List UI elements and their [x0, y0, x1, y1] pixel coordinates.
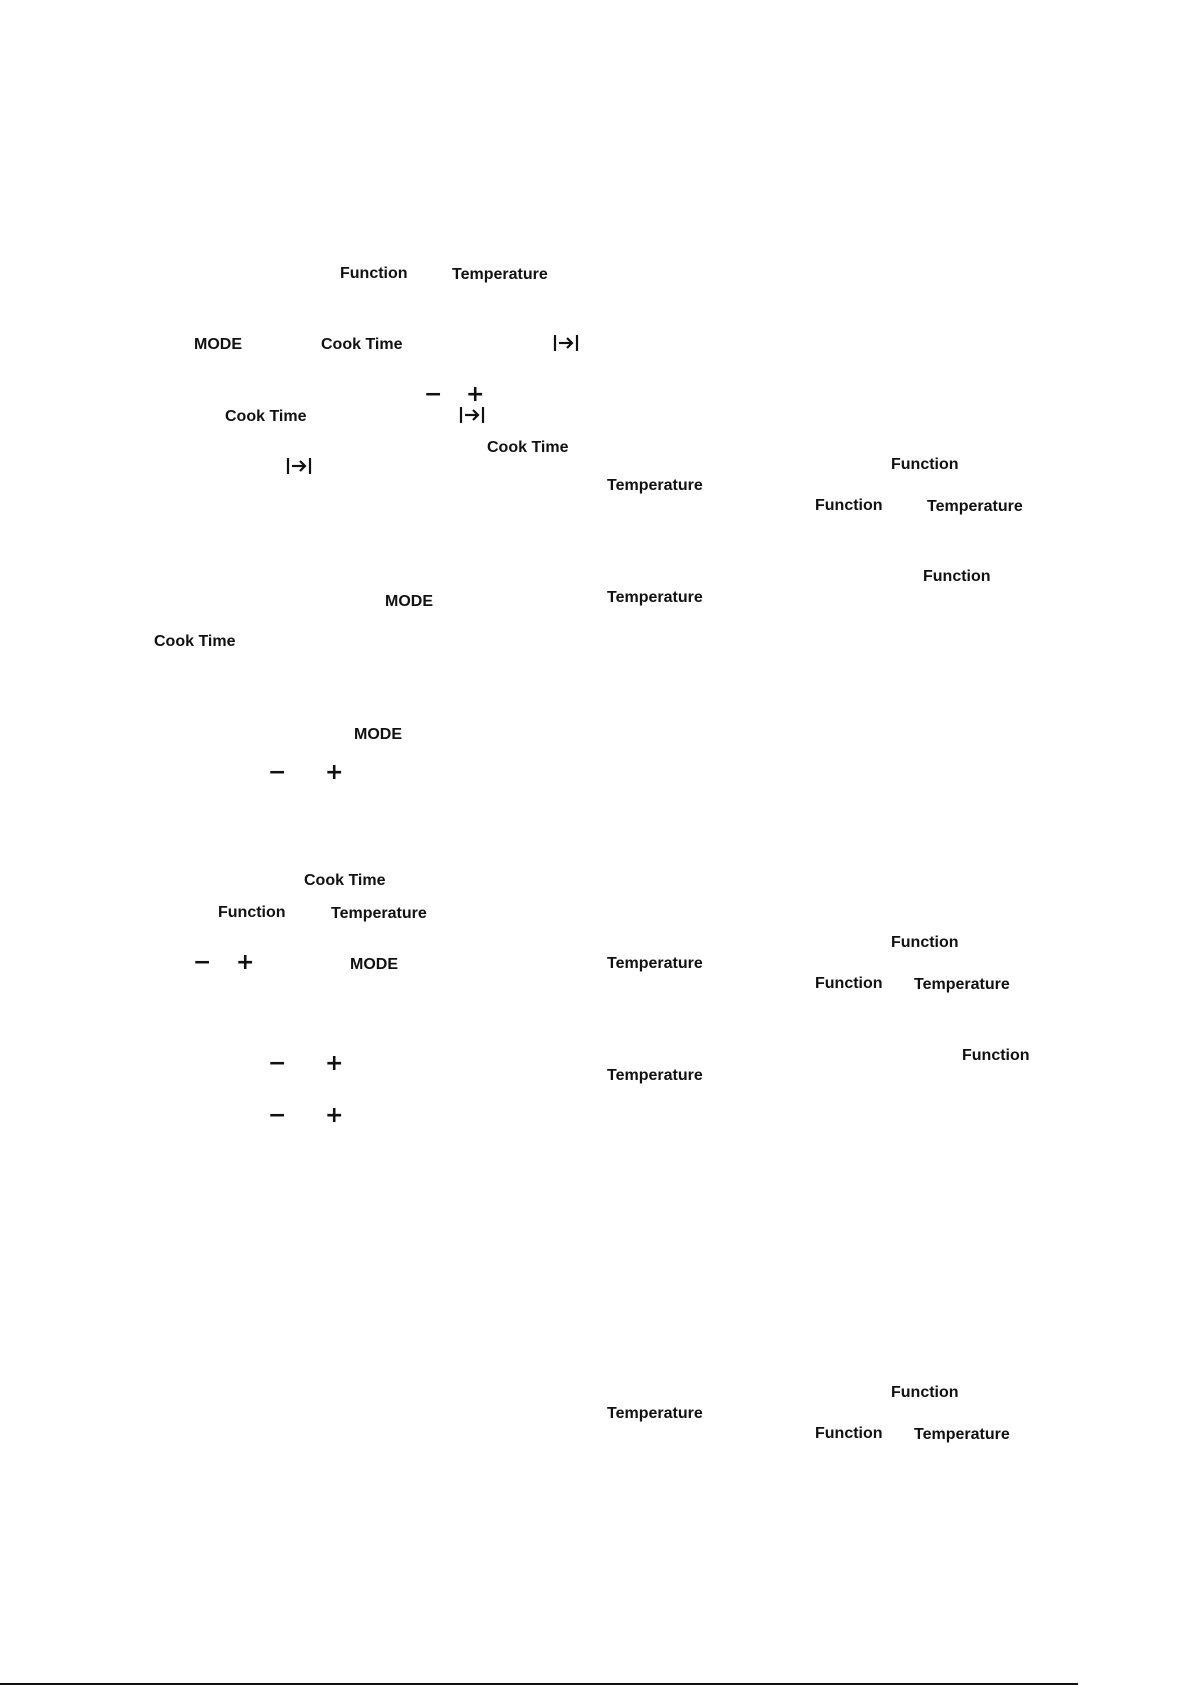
minus-icon: −: [193, 950, 212, 975]
temperature-label: Temperature: [452, 266, 548, 283]
tab-arrow-icon: [286, 456, 312, 476]
temperature-label: Temperature: [914, 1426, 1010, 1443]
mode-label: MODE: [194, 336, 242, 353]
function-label: Function: [815, 497, 883, 514]
cook-time-label: Cook Time: [225, 408, 307, 425]
temperature-label: Temperature: [914, 976, 1010, 993]
plus-icon: +: [236, 950, 255, 975]
function-label: Function: [891, 1384, 959, 1401]
temperature-label: Temperature: [607, 1067, 703, 1084]
cook-time-label: Cook Time: [304, 872, 386, 889]
mode-label: MODE: [350, 956, 398, 973]
minus-icon: −: [268, 760, 287, 785]
temperature-label: Temperature: [331, 905, 427, 922]
tab-arrow-icon: [553, 333, 579, 353]
cook-time-label: Cook Time: [321, 336, 403, 353]
function-label: Function: [815, 975, 883, 992]
mode-label: MODE: [385, 593, 433, 610]
function-label: Function: [815, 1425, 883, 1442]
temperature-label: Temperature: [927, 498, 1023, 515]
plus-icon: +: [325, 1051, 344, 1076]
minus-icon: −: [424, 382, 443, 407]
function-label: Function: [340, 265, 408, 282]
mode-label: MODE: [354, 726, 402, 743]
temperature-label: Temperature: [607, 1405, 703, 1422]
plus-icon: +: [466, 382, 485, 407]
cook-time-label: Cook Time: [487, 439, 569, 456]
tab-arrow-icon: [459, 405, 485, 425]
minus-icon: −: [268, 1103, 287, 1128]
minus-icon: −: [268, 1051, 287, 1076]
function-label: Function: [891, 456, 959, 473]
temperature-label: Temperature: [607, 477, 703, 494]
plus-icon: +: [325, 1103, 344, 1128]
function-label: Function: [962, 1047, 1030, 1064]
function-label: Function: [891, 934, 959, 951]
cook-time-label: Cook Time: [154, 633, 236, 650]
temperature-label: Temperature: [607, 955, 703, 972]
function-label: Function: [218, 904, 286, 921]
plus-icon: +: [325, 760, 344, 785]
function-label: Function: [923, 568, 991, 585]
temperature-label: Temperature: [607, 589, 703, 606]
